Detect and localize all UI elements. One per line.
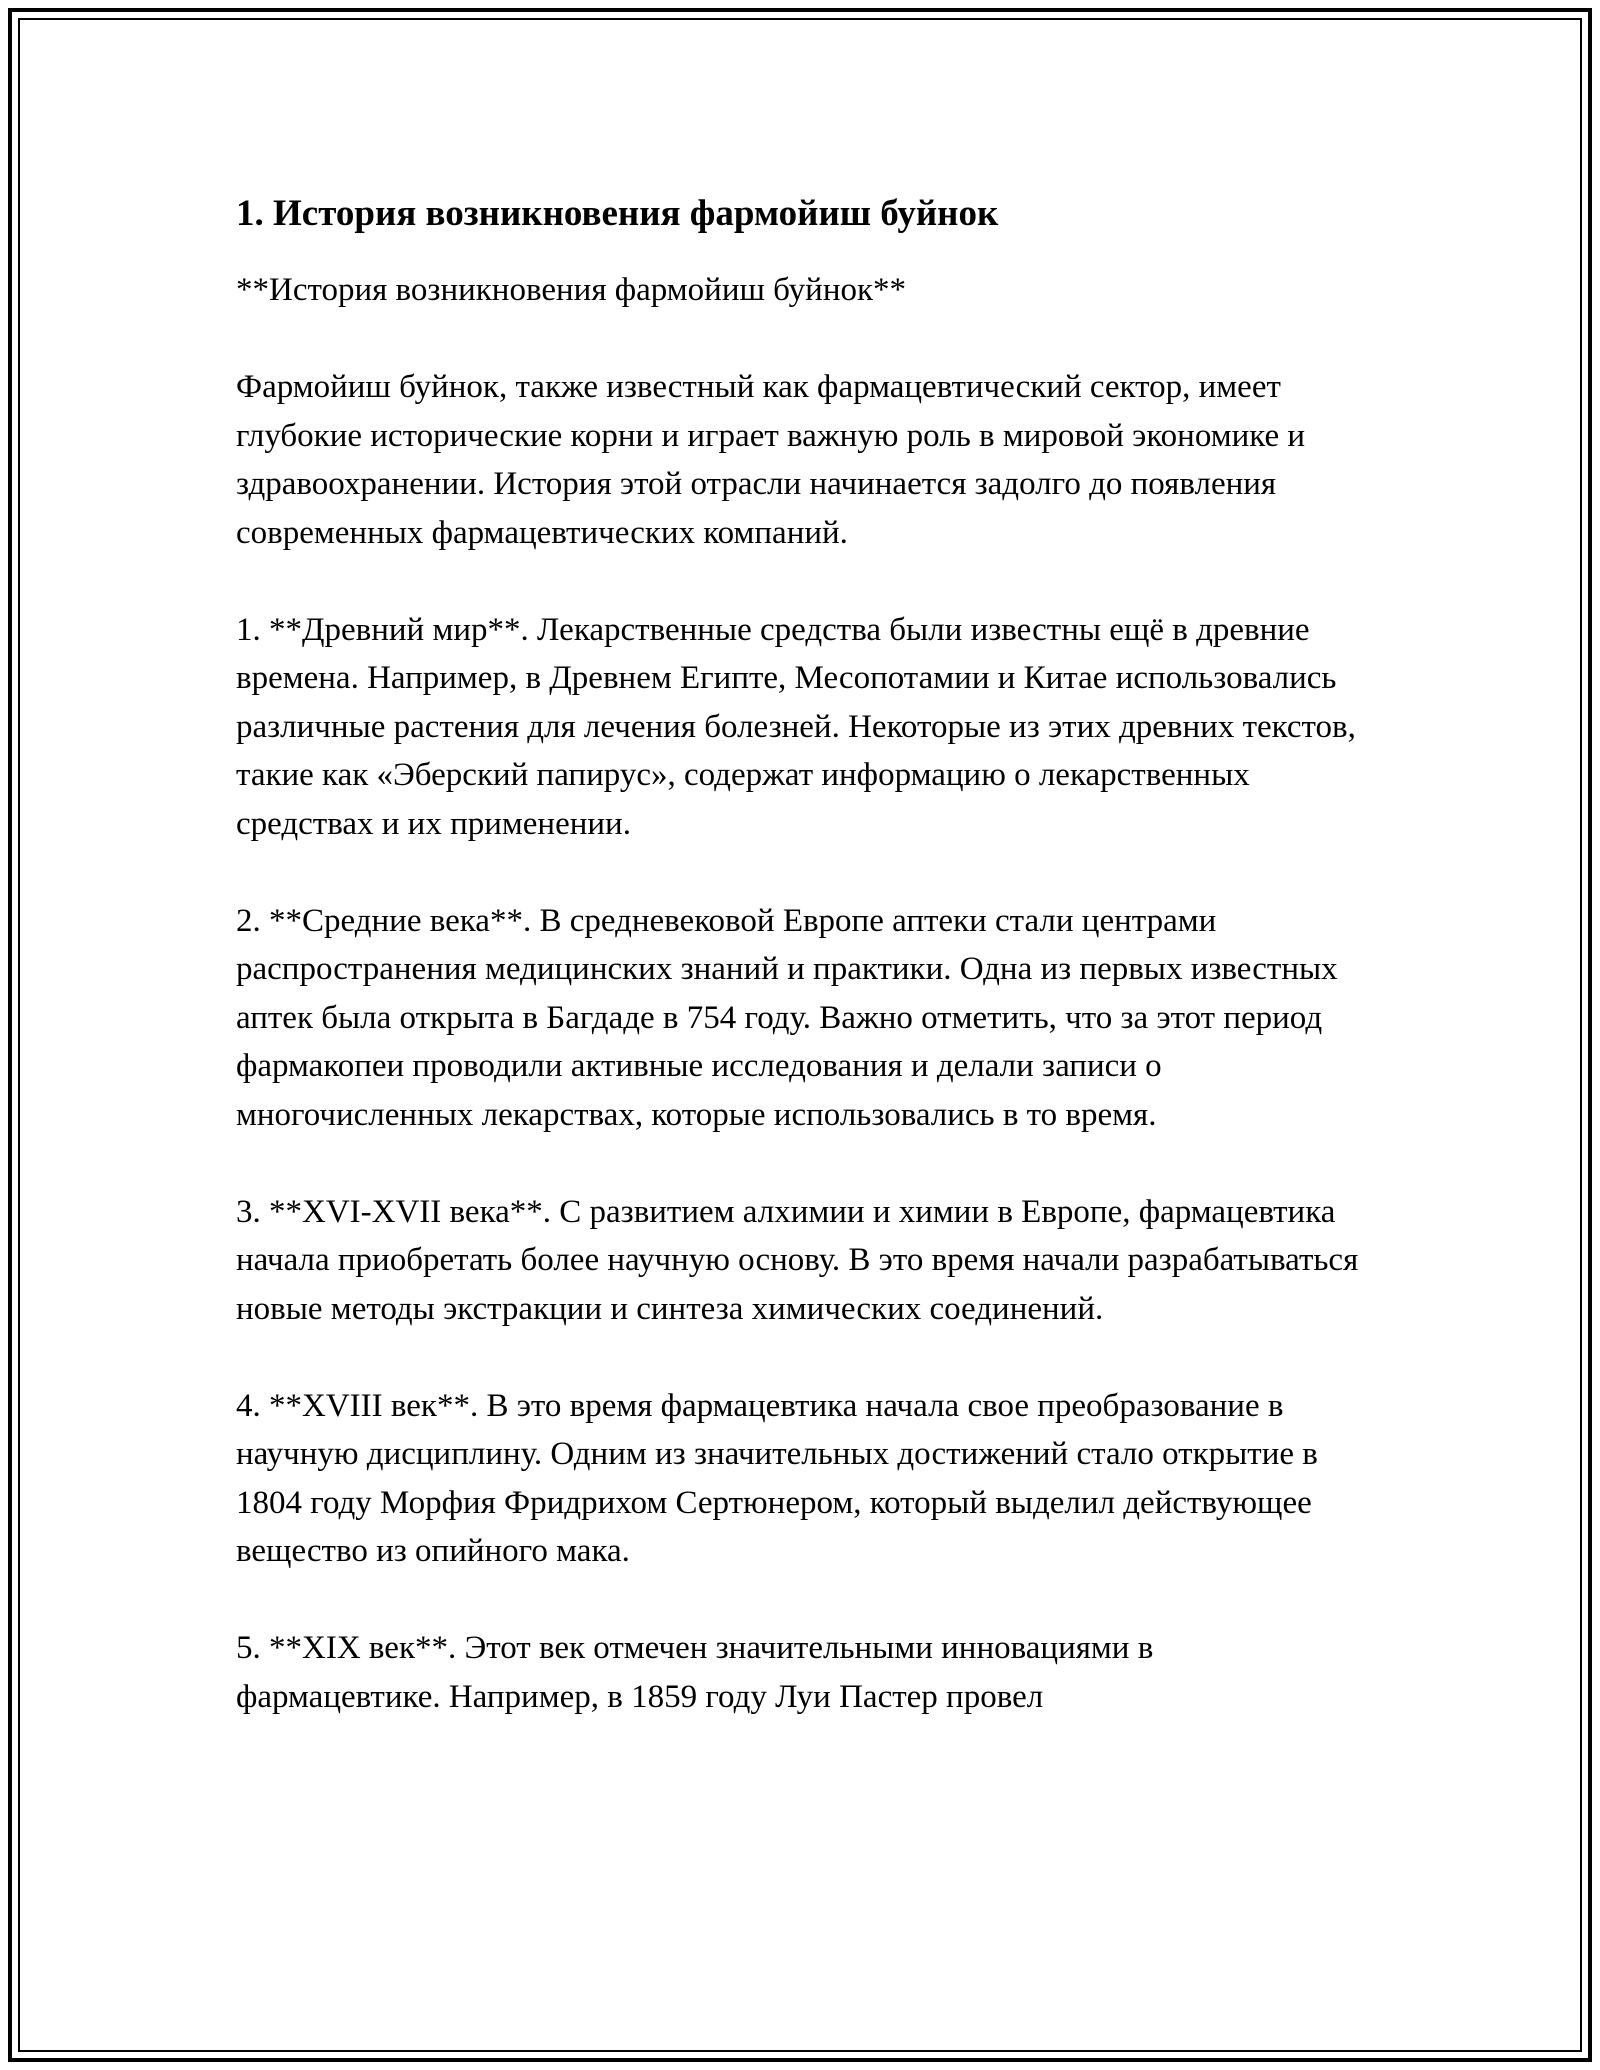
document-body <box>236 188 1366 1721</box>
paragraph-intro: Фармойиш буйнок, также известный как фармацевтический сектор, имеет глубокие исторические корни и играет важную роль в мировой экономике и здравоохранении. История этой отрасли начинается задолго до появления современных фармацевтических компаний. <box>236 369 1306 551</box>
paragraph-19-century: 5. **XIX век**. Этот век отмечен значительными инновациями в фармацевтике. Например, в 1859 году Луи Пастер провел <box>236 1630 1154 1715</box>
paragraph-16-17-centuries: 3. **XVI-XVII века**. С развитием алхимии и химии в Европе, фармацевтика начала приобретать более научную основу. В это время начали разрабатываться новые методы экстракции и синтеза химических соединений. <box>236 1193 1359 1327</box>
paragraph-18-century: 4. **XVIII век**. В это время фармацевтика начала свое преобразование в научную дисциплину. Одним из значительных достижений стало открытие в 1804 году Морфия Фридрихом Сертюнером, который выделил действующее вещество из опийного мака. <box>236 1387 1318 1569</box>
section-heading: 1. История возникновения фармойиш буйнок <box>236 193 999 234</box>
paragraph-ancient-world: 1. **Древний мир**. Лекарственные средства были известны ещё в древние времена. Например, в Древнем Египте, Месопотамии и Китае использовались различные растения для лечения болезней. Некоторые из этих древних текстов, такие как «Эберский папирус», содержат информацию о лекарственных средствах и их применении. <box>236 611 1356 842</box>
section-subheading: **История возникновения фармойиш буйнок** <box>236 272 907 308</box>
paragraph-middle-ages: 2. **Средние века**. В средневековой Европе аптеки стали центрами распространения медицинских знаний и практики. Одна из первых известных аптек была открыта в Багдаде в 754 году. Важно отметить, что за этот период фармакопеи проводили активные исследования и делали записи о многочисленных лекарствах, которые использовались в то время. <box>236 902 1338 1133</box>
